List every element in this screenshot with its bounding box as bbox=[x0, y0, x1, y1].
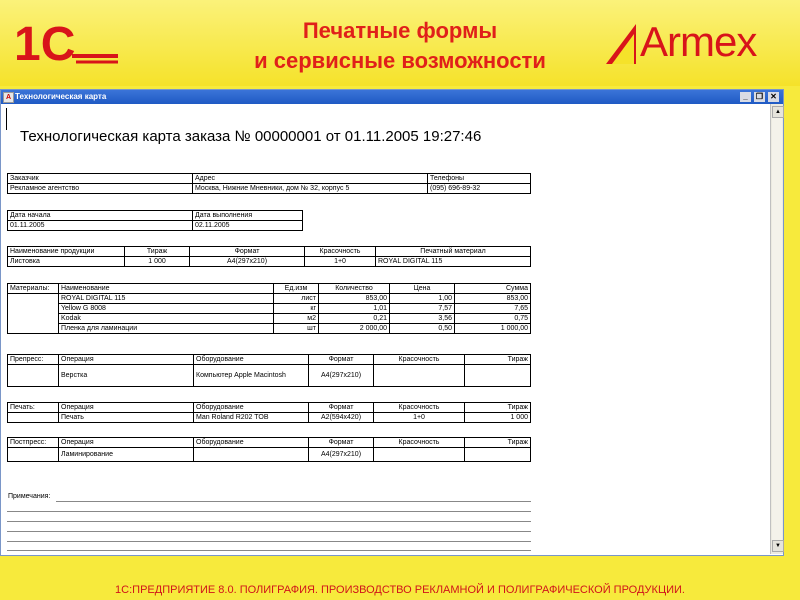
armex-brand-text: Armex bbox=[640, 18, 757, 65]
banner-title-line2: и сервисные возможности bbox=[254, 48, 546, 73]
product-table bbox=[7, 246, 531, 267]
print-format: А2(594x420) bbox=[309, 413, 374, 423]
material-unit: м2 bbox=[274, 314, 319, 324]
report-window bbox=[0, 89, 784, 556]
prepress-colors bbox=[374, 365, 465, 387]
scroll-up-icon[interactable]: ▲ bbox=[772, 106, 784, 118]
footer-caption: 1С:ПРЕДПРИЯТИЕ 8.0. ПОЛИГРАФИЯ. ПРОИЗВОДСТВО РЕКЛАМНОЙ И ПОЛИГРАФИЧЕСКОЙ ПРОДУКЦИИ. bbox=[115, 584, 685, 596]
vertical-scrollbar[interactable] bbox=[770, 104, 783, 554]
customer-address: Москва, Нижние Мневники, дом № 32, корпус 5 bbox=[193, 184, 428, 194]
material-qty: 2 000,00 bbox=[319, 324, 390, 334]
materials-table bbox=[7, 283, 531, 334]
col-header: Тираж bbox=[465, 355, 531, 365]
notes-line bbox=[56, 501, 531, 502]
col-header: Оборудование bbox=[194, 403, 309, 413]
col-header: Ед.изм bbox=[274, 284, 319, 294]
material-sum: 0,75 bbox=[455, 314, 531, 324]
col-header: Телефоны bbox=[428, 174, 531, 184]
col-header: Заказчик bbox=[8, 174, 193, 184]
col-header: Оборудование bbox=[194, 438, 309, 448]
banner-title-line1: Печатные формы bbox=[302, 18, 498, 43]
product-run: 1 000 bbox=[125, 257, 190, 267]
col-header: Формат bbox=[309, 403, 374, 413]
prepress-operation: Верстка bbox=[59, 365, 194, 387]
table-row bbox=[8, 324, 531, 334]
material-name: Пленка для ламинации bbox=[59, 324, 274, 334]
postpress-colors bbox=[374, 448, 465, 462]
product-material: ROYAL DIGITAL 115 bbox=[376, 257, 531, 267]
material-sum: 853,00 bbox=[455, 294, 531, 304]
col-header: Адрес bbox=[193, 174, 428, 184]
material-price: 3,56 bbox=[390, 314, 455, 324]
print-run: 1 000 bbox=[465, 413, 531, 423]
material-name: ROYAL DIGITAL 115 bbox=[59, 294, 274, 304]
svg-text:1C: 1C bbox=[14, 18, 76, 70]
notes-line bbox=[7, 550, 531, 551]
report-title: Технологическая карта заказа № 00000001 от 01.11.2005 19:27:46 bbox=[20, 128, 482, 145]
section-label: Печать: bbox=[8, 403, 59, 413]
col-header: Цена bbox=[390, 284, 455, 294]
material-qty: 0,21 bbox=[319, 314, 390, 324]
col-header: Формат bbox=[309, 438, 374, 448]
col-header: Красочность bbox=[374, 355, 465, 365]
finish-date: 02.11.2005 bbox=[193, 221, 303, 231]
col-header: Печатный материал bbox=[376, 247, 531, 257]
col-header: Тираж bbox=[125, 247, 190, 257]
print-table bbox=[7, 402, 531, 423]
notes-line bbox=[7, 521, 531, 522]
table-row bbox=[8, 304, 531, 314]
product-name: Листовка bbox=[8, 257, 125, 267]
material-unit: кг bbox=[274, 304, 319, 314]
notes-line bbox=[7, 541, 531, 542]
close-button[interactable]: ✕ bbox=[768, 92, 779, 102]
notes-line bbox=[7, 531, 531, 532]
notes-line bbox=[7, 511, 531, 512]
col-header: Дата выполнения bbox=[193, 211, 303, 221]
print-operation: Печать bbox=[59, 413, 194, 423]
prepress-format: А4(297x210) bbox=[309, 365, 374, 387]
prepress-table bbox=[7, 354, 531, 387]
start-date: 01.11.2005 bbox=[8, 221, 193, 231]
presentation-banner bbox=[0, 0, 800, 86]
material-price: 7,57 bbox=[390, 304, 455, 314]
postpress-table bbox=[7, 437, 531, 462]
postpress-equipment bbox=[194, 448, 309, 462]
customer-name: Рекламное агентство bbox=[8, 184, 193, 194]
notes-label: Примечания: bbox=[8, 493, 51, 500]
col-header: Тираж bbox=[465, 438, 531, 448]
window-title: Технологическая карта bbox=[15, 92, 107, 101]
restore-button[interactable]: ❐ bbox=[755, 92, 764, 101]
table-row bbox=[8, 294, 531, 304]
material-unit: шт bbox=[274, 324, 319, 334]
prepress-equipment: Компьютер Apple Macintosh bbox=[194, 365, 309, 387]
section-label: Препресс: bbox=[8, 355, 59, 365]
prepress-run bbox=[465, 365, 531, 387]
col-header: Красочность bbox=[374, 403, 465, 413]
text-cursor bbox=[6, 108, 7, 130]
col-header: Наименование продукции bbox=[8, 247, 125, 257]
material-price: 0,50 bbox=[390, 324, 455, 334]
col-header: Операция bbox=[59, 403, 194, 413]
postpress-operation: Ламинирование bbox=[59, 448, 194, 462]
dates-table bbox=[7, 210, 303, 231]
col-header: Красочность bbox=[305, 247, 376, 257]
document-icon: A bbox=[3, 92, 14, 103]
scroll-thumb[interactable] bbox=[772, 118, 782, 548]
col-header: Оборудование bbox=[194, 355, 309, 365]
col-header: Формат bbox=[190, 247, 305, 257]
postpress-run bbox=[465, 448, 531, 462]
material-name: Kodak bbox=[59, 314, 274, 324]
material-unit: лист bbox=[274, 294, 319, 304]
report-document bbox=[4, 106, 766, 552]
material-sum: 7,65 bbox=[455, 304, 531, 314]
col-header: Красочность bbox=[374, 438, 465, 448]
banner-title bbox=[200, 16, 600, 76]
col-header: Дата начала bbox=[8, 211, 193, 221]
col-header: Операция bbox=[59, 355, 194, 365]
product-colors: 1+0 bbox=[305, 257, 376, 267]
col-header: Наименование bbox=[59, 284, 274, 294]
col-header: Сумма bbox=[455, 284, 531, 294]
material-qty: 853,00 bbox=[319, 294, 390, 304]
1c-logo bbox=[14, 16, 119, 70]
col-header: Тираж bbox=[465, 403, 531, 413]
table-row bbox=[8, 314, 531, 324]
product-format: А4(297x210) bbox=[190, 257, 305, 267]
material-sum: 1 000,00 bbox=[455, 324, 531, 334]
material-qty: 1,01 bbox=[319, 304, 390, 314]
print-colors: 1+0 bbox=[374, 413, 465, 423]
col-header: Формат bbox=[309, 355, 374, 365]
section-label: Постпресс: bbox=[8, 438, 59, 448]
material-price: 1,00 bbox=[390, 294, 455, 304]
scroll-down-icon[interactable]: ▼ bbox=[772, 540, 784, 552]
customer-table bbox=[7, 173, 531, 194]
customer-phone: (095) 696-89-32 bbox=[428, 184, 531, 194]
col-header: Операция bbox=[59, 438, 194, 448]
window-titlebar[interactable] bbox=[1, 90, 783, 104]
section-label: Материалы: bbox=[8, 284, 59, 294]
print-equipment: Man Roland R202 TOB bbox=[194, 413, 309, 423]
postpress-format: А4(297x210) bbox=[309, 448, 374, 462]
minimize-button[interactable]: _ bbox=[740, 92, 751, 102]
material-name: Yellow G 8008 bbox=[59, 304, 274, 314]
col-header: Количество bbox=[319, 284, 390, 294]
